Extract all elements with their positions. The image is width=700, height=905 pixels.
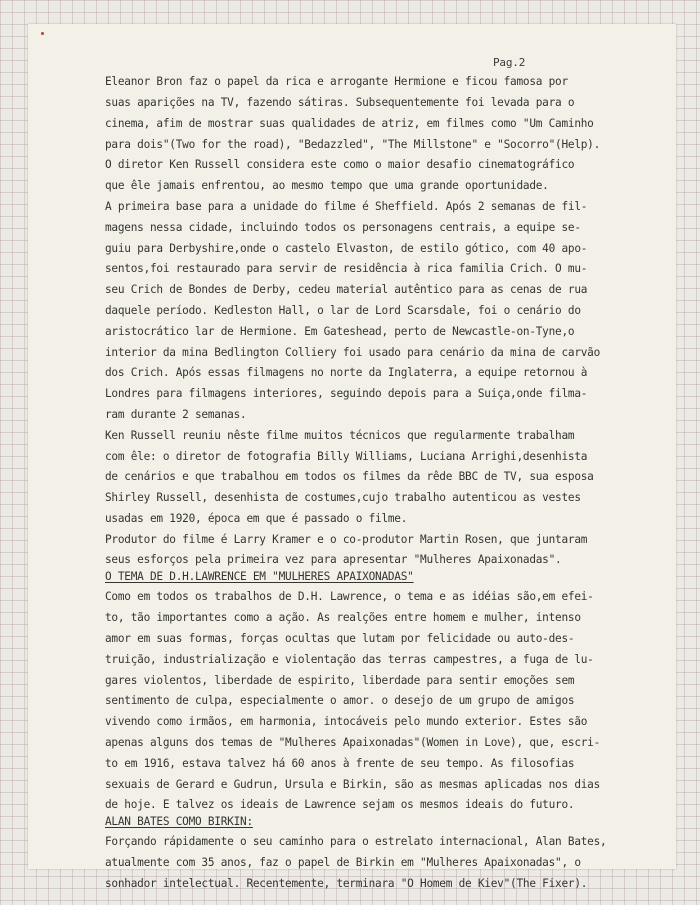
text-line: que êle jamais enfrentou, ao mesmo tempo que uma grande oportunidade. [105, 179, 549, 192]
text-line: O diretor Ken Russell considera este como o maior desafio cinematográfico [105, 158, 575, 171]
text-line: sexuais de Gerard e Gudrun, Ursula e Birkin, são as mesmas aplicadas nos dias [105, 778, 601, 791]
text-line: to em 1916, estava talvez há 60 anos à frente de seu tempo. As filosofias [105, 757, 575, 770]
text-line: dos Crich. Após essas filmagens no norte da Inglaterra, a equipe retornou à [105, 366, 588, 379]
text-line: Eleanor Bron faz o papel da rica e arrogante Hermione e ficou famosa por [105, 75, 568, 88]
text-line: to, tão importantes como a ação. As realções entre homem e mulher, intenso [105, 611, 581, 624]
punch-hole-mark [41, 32, 44, 35]
text-line: apenas alguns dos temas de "Mulheres Apaixonadas"(Women in Love), que, escri- [105, 736, 601, 749]
text-line: Ken Russell reuniu nêste filme muitos técnicos que regularmente trabalham [105, 429, 575, 442]
text-line: aristocrático lar de Hermione. Em Gateshead, perto de Newcastle-on-Tyne,o [105, 325, 575, 338]
text-line: para dois"(Two for the road), "Bedazzled", "The Millstone" e "Socorro"(Help). [105, 138, 601, 151]
text-line: de cenários e que trabalhou em todos os filmes da rêde BBC de TV, sua esposa [105, 470, 594, 483]
page-number: Pag.2 [493, 56, 526, 69]
text-line: Shirley Russell, desenhista de costumes,cujo trabalho autenticou as vestes [105, 491, 581, 504]
text-line: gares violentos, liberdade de espirito, liberdade para sentir emoções sem [105, 674, 575, 687]
section-heading: O TEMA DE D.H.LAWRENCE EM "MULHERES APAIXONADAS" [105, 570, 414, 583]
text-line: daquele período. Kedleston Hall, o lar de Lord Scarsdale, foi o cenário do [105, 304, 581, 317]
text-line: truição, industrialização e violentação das terras campestres, a fuga de lu- [105, 653, 594, 666]
text-line: de hoje. E talvez os ideais de Lawrence sejam os mesmos ideais do futuro. [105, 798, 575, 811]
text-line: com êle: o diretor de fotografia Billy Williams, Luciana Arrighi,desenhista [105, 450, 588, 463]
text-line: atualmente com 35 anos, faz o papel de Birkin em "Mulheres Apaixonadas", o [105, 856, 581, 869]
text-line: seu Crich de Bondes de Derby, cedeu material autêntico para as cenas de rua [105, 283, 588, 296]
text-line: cinema, afim de mostrar suas qualidades de atriz, em filmes como "Um Caminho [105, 117, 594, 130]
text-line: magens nessa cidade, incluindo todos os personagens centrais, a equipe se- [105, 221, 581, 234]
text-line: suas aparições na TV, fazendo sátiras. Subsequentemente foi levada para o [105, 96, 575, 109]
document-page [28, 24, 676, 890]
text-line: Londres para filmagens interiores, seguindo depois para a Suiça,onde filma- [105, 387, 588, 400]
text-line: sonhador intelectual. Recentemente, terminara "O Homem de Kiev"(The Fixer). [105, 877, 588, 890]
text-line: vivendo como irmãos, em harmonia, intocáveis pelo mundo exterior. Estes são [105, 715, 588, 728]
text-line: Como em todos os trabalhos de D.H. Lawrence, o tema e as idéias são,em efei- [105, 590, 594, 603]
text-line: Forçando rápidamente o seu caminho para o estrelato internacional, Alan Bates, [105, 835, 607, 848]
text-line: interior da mina Bedlington Colliery foi usado para cenário da mina de carvão [105, 346, 601, 359]
text-line: sentimento de culpa, especialmente o amor. o desejo de um grupo de amigos [105, 694, 575, 707]
text-line: sentos,foi restaurado para servir de residência à rica familia Crich. O mu- [105, 262, 588, 275]
text-line: usadas em 1920, época em que é passado o filme. [105, 512, 408, 525]
section-heading: ALAN BATES COMO BIRKIN: [105, 815, 253, 828]
text-line: A primeira base para a unidade do filme é Sheffield. Após 2 semanas de fil- [105, 200, 588, 213]
text-line: guiu para Derbyshire,onde o castelo Elvaston, de estilo gótico, com 40 apo- [105, 242, 588, 255]
text-line: Produtor do filme é Larry Kramer e o co-produtor Martin Rosen, que juntaram [105, 533, 588, 546]
text-line: seus esforços pela primeira vez para apresentar "Mulheres Apaixonadas". [105, 553, 562, 566]
text-line: ram durante 2 semanas. [105, 408, 247, 421]
text-line: amor em suas formas, forças ocultas que lutam por felicidade ou auto-des- [105, 632, 575, 645]
